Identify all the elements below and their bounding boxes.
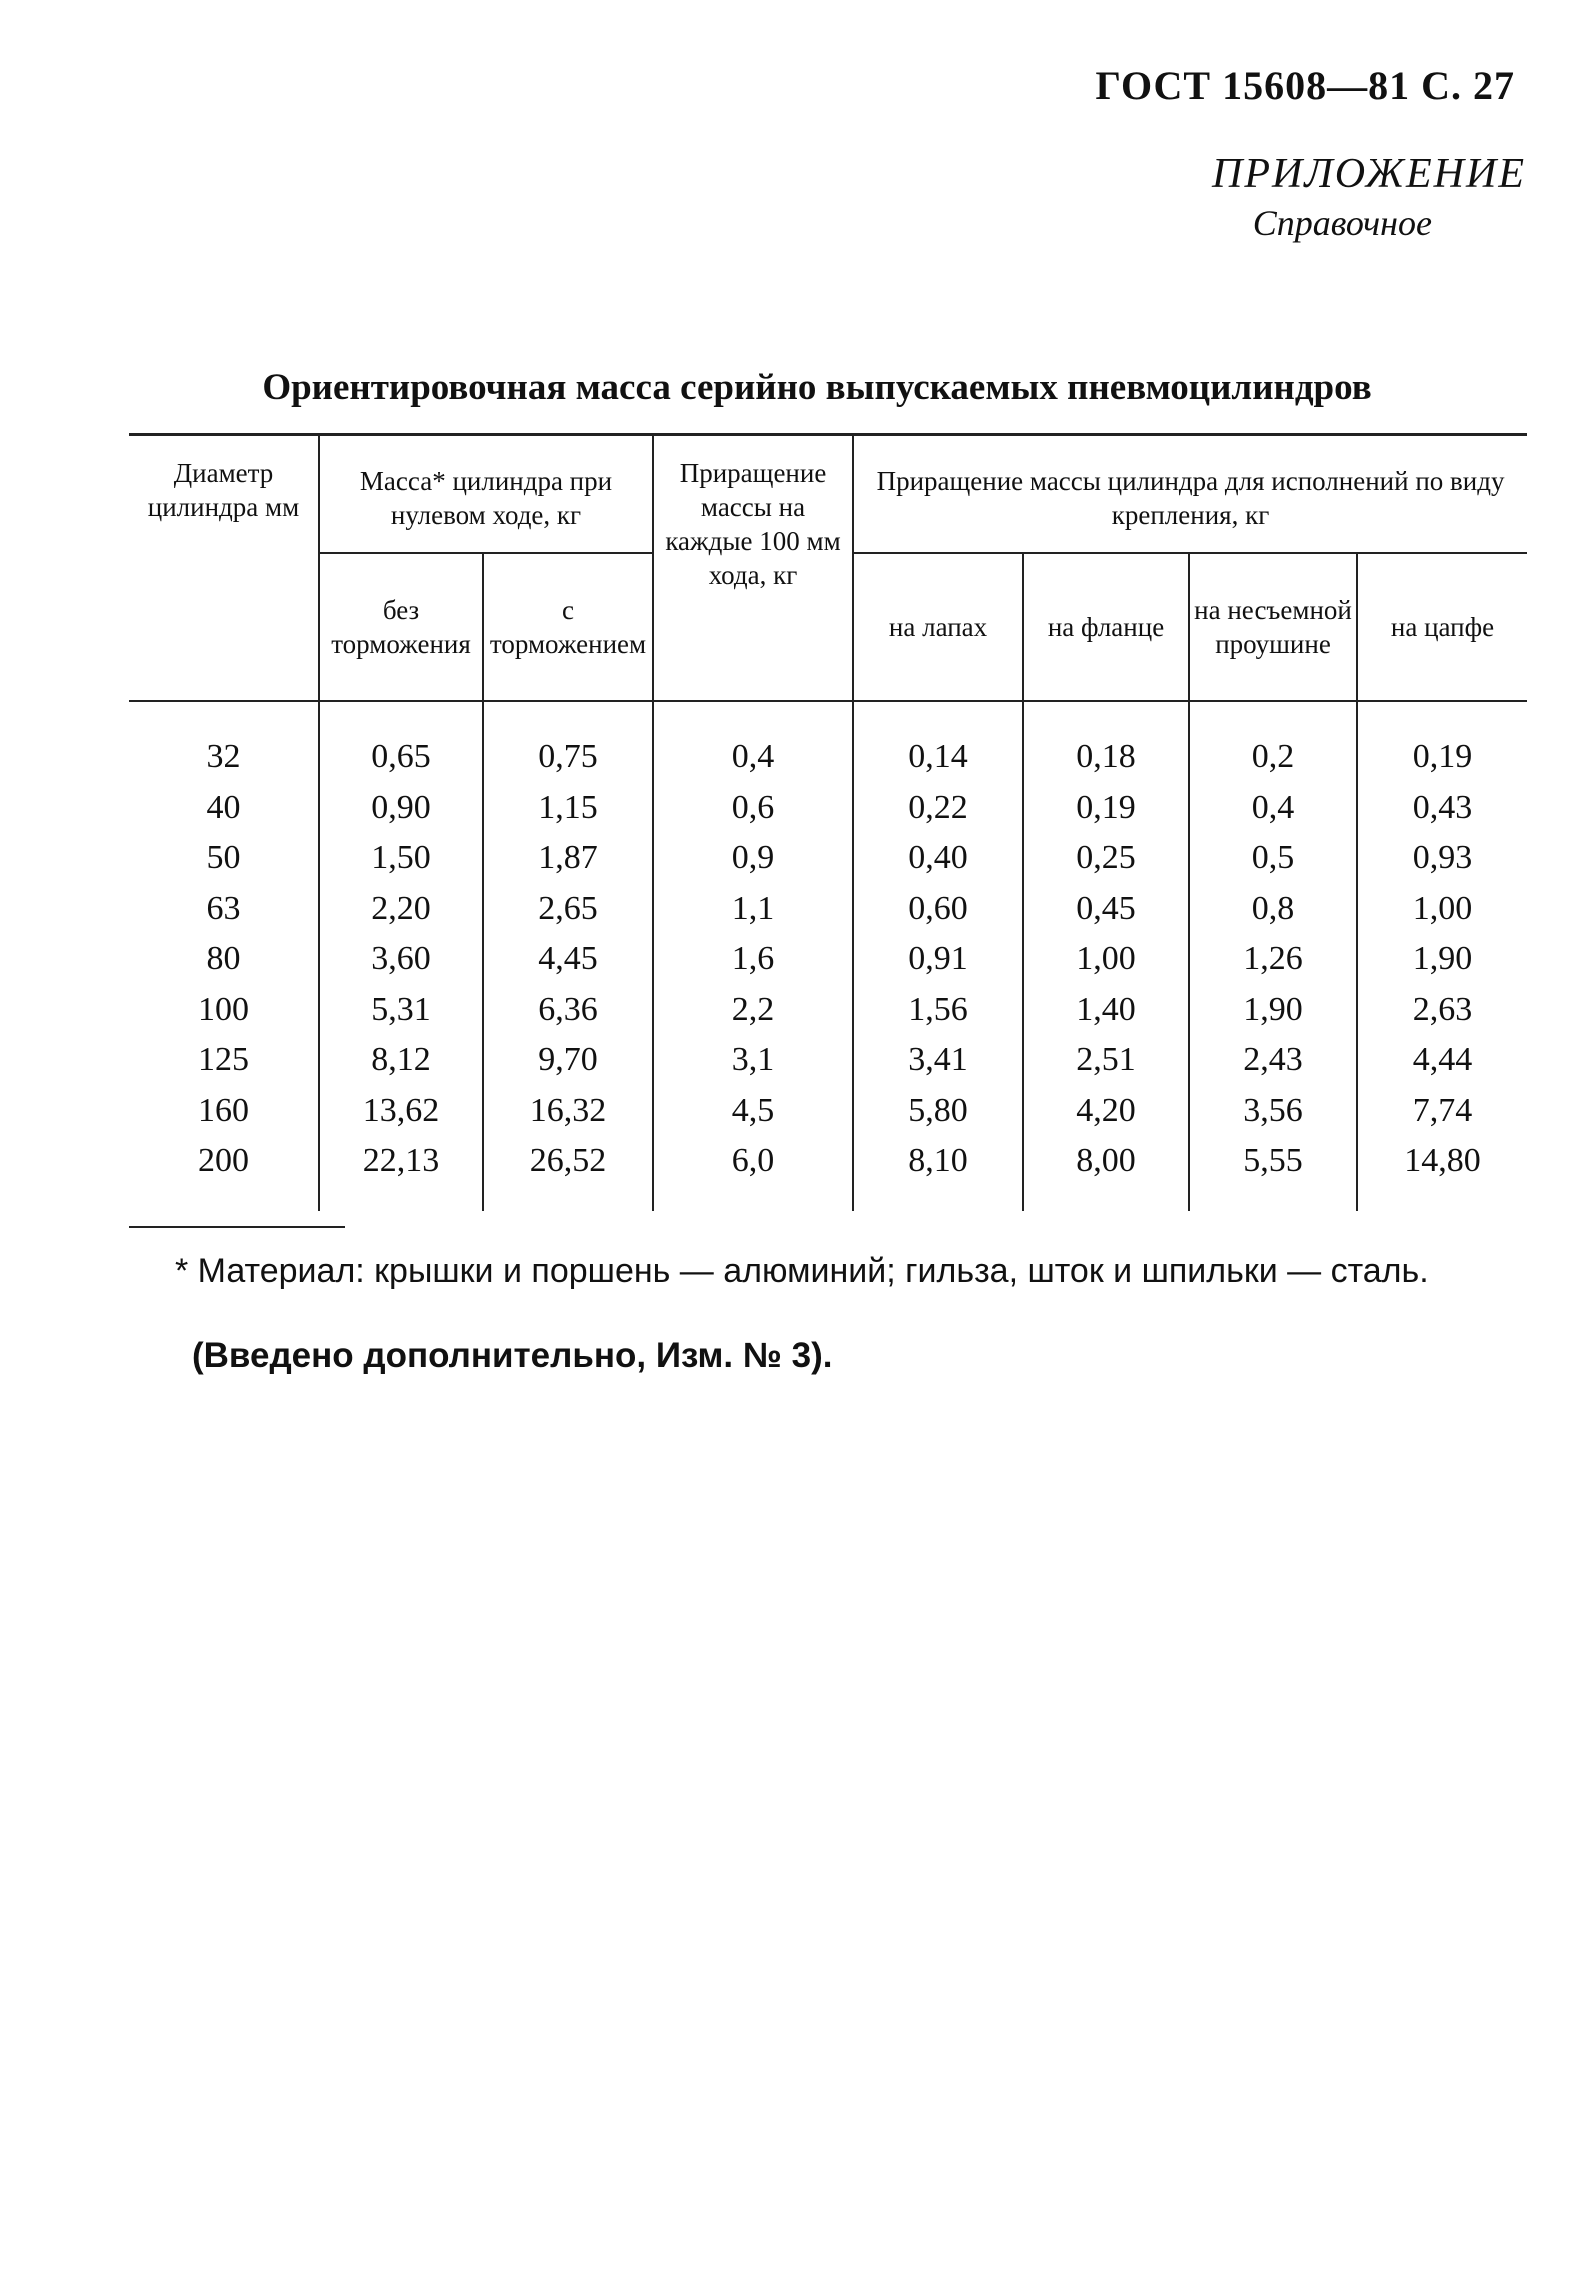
cell-flange: 0,25 <box>1023 833 1189 884</box>
cell-increment-per-100mm: 6,0 <box>653 1136 853 1187</box>
cell-flange: 0,18 <box>1023 732 1189 783</box>
cell-diameter: 160 <box>198 1091 249 1129</box>
cell-feet: 5,80 <box>853 1086 1023 1137</box>
table-row <box>129 833 1527 884</box>
header-increment-per-100mm: Приращение массы на каждые 100 мм хода, кг <box>653 435 853 702</box>
appendix-title: ПРИЛОЖЕНИЕ <box>1212 151 1526 197</box>
cell-mass-without-braking: 13,62 <box>319 1086 483 1137</box>
cell-increment-per-100mm: 0,6 <box>653 783 853 834</box>
header-feet: на лапах <box>853 553 1023 701</box>
cell-mass-without-braking: 1,50 <box>319 833 483 884</box>
cell-mass-without-braking: 0,65 <box>319 732 483 783</box>
table-body <box>129 701 1527 1211</box>
header-flange: на фланце <box>1023 553 1189 701</box>
cell-feet: 8,10 <box>853 1136 1023 1187</box>
cell-mass-without-braking: 2,20 <box>319 884 483 935</box>
cell-trunnion: 2,63 <box>1357 985 1527 1036</box>
cell-feet: 0,22 <box>853 783 1023 834</box>
cell-mass-with-braking: 9,70 <box>483 1035 653 1086</box>
cell-diameter: 80 <box>206 940 241 977</box>
cell-feet: 0,91 <box>853 934 1023 985</box>
page-header: ГОСТ 15608—81 С. 27 <box>1095 63 1515 108</box>
cell-feet: 3,41 <box>853 1035 1023 1086</box>
cell-fixed-eye: 3,56 <box>1189 1086 1357 1137</box>
cell-flange: 2,51 <box>1023 1035 1189 1086</box>
table-row <box>129 1035 1527 1086</box>
cell-fixed-eye: 0,4 <box>1189 783 1357 834</box>
cell-flange: 1,40 <box>1023 985 1189 1036</box>
cell-increment-per-100mm: 0,9 <box>653 833 853 884</box>
cell-diameter: 200 <box>198 1142 249 1179</box>
header-mass-group: Масса* цилиндра при нулевом ходе, кг <box>319 435 653 554</box>
footnote-divider <box>129 1226 345 1228</box>
cell-diameter: 100 <box>198 990 249 1028</box>
cell-mass-without-braking: 22,13 <box>319 1136 483 1187</box>
cell-feet: 0,60 <box>853 884 1023 935</box>
table-row <box>129 1086 1527 1137</box>
cell-increment-per-100mm: 3,1 <box>653 1035 853 1086</box>
cell-mass-with-braking: 6,36 <box>483 985 653 1036</box>
header-trunnion: на цапфе <box>1357 553 1527 701</box>
footnote: * Материал: крышки и поршень — алюминий; гильза, шток и шпильки — сталь. <box>175 1252 1429 1290</box>
table-row <box>129 783 1527 834</box>
cell-mass-with-braking: 0,75 <box>483 732 653 783</box>
cell-mass-without-braking: 8,12 <box>319 1035 483 1086</box>
cell-trunnion: 1,00 <box>1357 884 1527 935</box>
cell-diameter: 50 <box>206 839 241 876</box>
cell-fixed-eye: 0,8 <box>1189 884 1357 935</box>
cell-diameter: 32 <box>206 738 241 775</box>
cell-diameter: 63 <box>206 889 241 927</box>
header-mount-group: Приращение массы цилиндра для исполнений по виду крепления, кг <box>853 435 1527 554</box>
mass-table <box>129 433 1527 1211</box>
header-with-braking: с торможением <box>483 553 653 701</box>
cell-increment-per-100mm: 4,5 <box>653 1086 853 1137</box>
cell-increment-per-100mm: 0,4 <box>653 732 853 783</box>
amendment-note: (Введено дополнительно, Изм. № 3). <box>192 1336 833 1375</box>
cell-trunnion: 0,19 <box>1357 732 1527 783</box>
table-row <box>129 934 1527 985</box>
cell-trunnion: 0,93 <box>1357 833 1527 884</box>
cell-mass-without-braking: 3,60 <box>319 934 483 985</box>
cell-mass-with-braking: 1,87 <box>483 833 653 884</box>
cell-flange: 8,00 <box>1023 1136 1189 1187</box>
cell-increment-per-100mm: 1,1 <box>653 884 853 935</box>
cell-trunnion: 4,44 <box>1357 1035 1527 1086</box>
cell-mass-with-braking: 16,32 <box>483 1086 653 1137</box>
cell-mass-with-braking: 2,65 <box>483 884 653 935</box>
table-row <box>129 732 1527 783</box>
cell-flange: 0,19 <box>1023 783 1189 834</box>
cell-fixed-eye: 5,55 <box>1189 1136 1357 1187</box>
cell-fixed-eye: 0,5 <box>1189 833 1357 884</box>
cell-increment-per-100mm: 1,6 <box>653 934 853 985</box>
table-row <box>129 985 1527 1036</box>
cell-trunnion: 14,80 <box>1357 1136 1527 1187</box>
table-row <box>129 1136 1527 1187</box>
appendix-type: Справочное <box>1252 203 1432 243</box>
cell-trunnion: 1,90 <box>1357 934 1527 985</box>
cell-mass-with-braking: 4,45 <box>483 934 653 985</box>
table-title: Ориентировочная масса серийно выпускаемых пневмоцилиндров <box>262 367 1372 408</box>
cell-fixed-eye: 2,43 <box>1189 1035 1357 1086</box>
cell-diameter: 125 <box>198 1041 249 1078</box>
cell-feet: 0,14 <box>853 732 1023 783</box>
header-fixed-eye: на несъемной проушине <box>1189 553 1357 701</box>
cell-flange: 4,20 <box>1023 1086 1189 1137</box>
cell-trunnion: 0,43 <box>1357 783 1527 834</box>
cell-mass-without-braking: 5,31 <box>319 985 483 1036</box>
cell-fixed-eye: 1,26 <box>1189 934 1357 985</box>
table-row <box>129 884 1527 935</box>
cell-trunnion: 7,74 <box>1357 1086 1527 1137</box>
cell-fixed-eye: 0,2 <box>1189 732 1357 783</box>
cell-mass-without-braking: 0,90 <box>319 783 483 834</box>
cell-diameter: 40 <box>206 788 241 826</box>
cell-flange: 1,00 <box>1023 934 1189 985</box>
cell-flange: 0,45 <box>1023 884 1189 935</box>
header-diameter: Диаметр цилиндра мм <box>129 435 319 702</box>
cell-fixed-eye: 1,90 <box>1189 985 1357 1036</box>
header-without-braking: без торможения <box>319 553 483 701</box>
cell-mass-with-braking: 26,52 <box>483 1136 653 1187</box>
cell-increment-per-100mm: 2,2 <box>653 985 853 1036</box>
cell-feet: 1,56 <box>853 985 1023 1036</box>
cell-mass-with-braking: 1,15 <box>483 783 653 834</box>
cell-feet: 0,40 <box>853 833 1023 884</box>
